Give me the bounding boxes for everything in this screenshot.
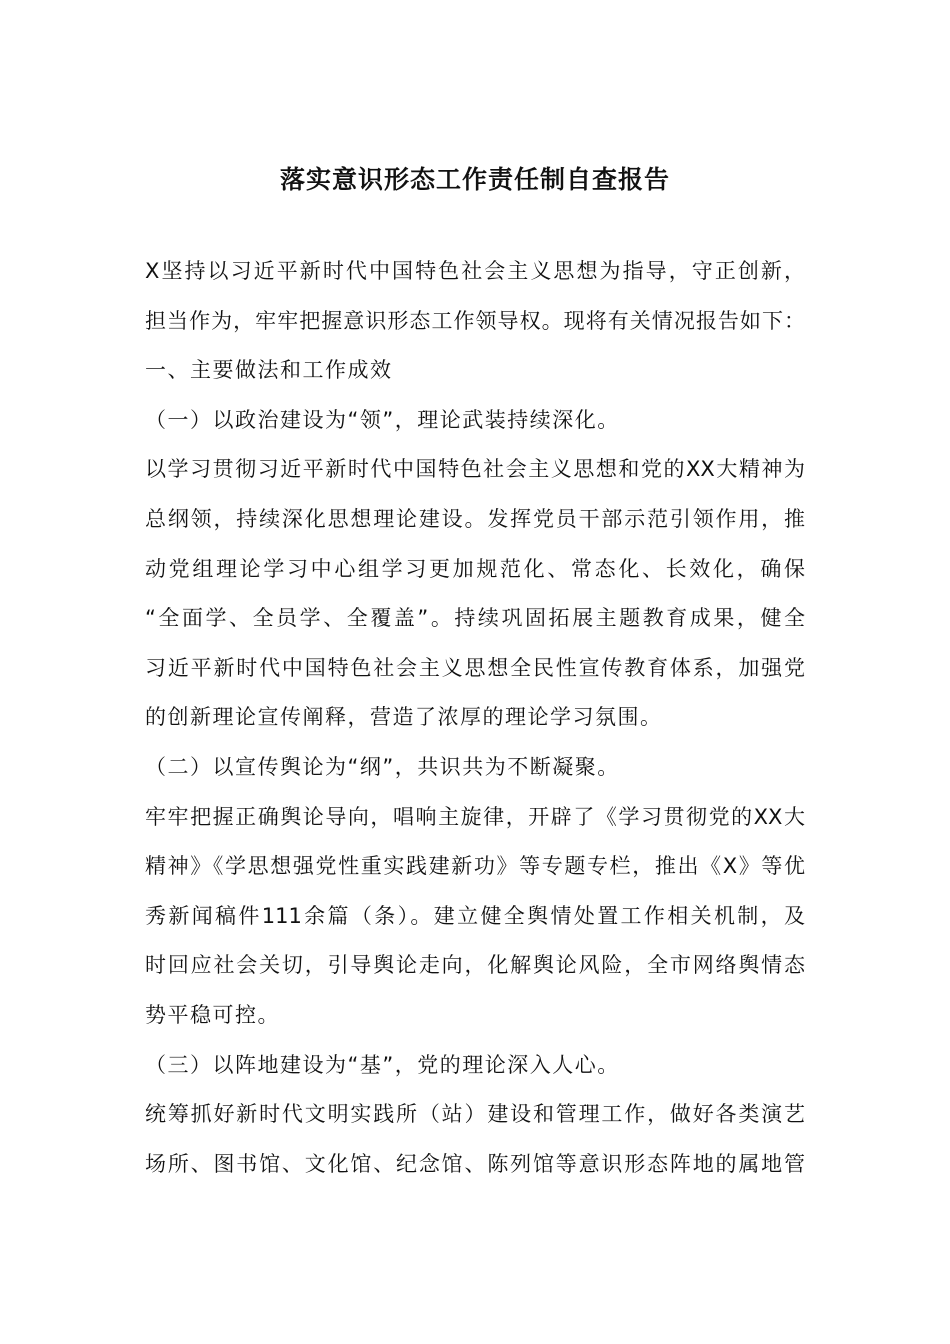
subsection-heading: （一）以政治建设为“领”，理论武装持续深化。 (145, 407, 620, 432)
paragraph-line: 统筹抓好新时代文明实践所（站）建设和管理工作，做好各类演艺 (145, 1102, 805, 1127)
paragraph-line: 习近平新时代中国特色社会主义思想全民性宣传教育体系，加强党 (145, 655, 805, 680)
subsection-heading: （三）以阵地建设为“基”，党的理论深入人心。 (145, 1052, 620, 1077)
paragraph-line: 时回应社会关切，引导舆论走向，化解舆论风险，全市网络舆情态 (145, 953, 805, 978)
paragraph-line: 担当作为，牢牢把握意识形态工作领导权。现将有关情况报告如下： (145, 308, 805, 333)
section-heading: 一、主要做法和工作成效 (145, 358, 393, 383)
paragraph-line: X坚持以习近平新时代中国特色社会主义思想为指导，守正创新， (145, 259, 805, 283)
paragraph-line: 以学习贯彻习近平新时代中国特色社会主义思想和党的XX大精神为 (145, 457, 805, 482)
document-body (145, 247, 805, 1189)
paragraph-line: 精神》《学思想强党性重实践建新功》等专题专栏，推出《X》等优 (145, 854, 805, 879)
subsection-heading: （二）以宣传舆论为“纲”，共识共为不断凝聚。 (145, 754, 620, 779)
document-title: 落实意识形态工作责任制自查报告 (279, 165, 670, 194)
paragraph-line: 牢牢把握正确舆论导向，唱响主旋律，开辟了《学习贯彻党的XX大 (145, 804, 805, 829)
paragraph-line: 势平稳可控。 (145, 1002, 280, 1027)
paragraph-line: 总纲领，持续深化思想理论建设。发挥党员干部示范引领作用，推 (145, 506, 805, 531)
paragraph-line: “全面学、全员学、全覆盖”。持续巩固拓展主题教育成果，健全 (145, 606, 805, 631)
paragraph-line: 场所、图书馆、文化馆、纪念馆、陈列馆等意识形态阵地的属地管 (145, 1151, 805, 1176)
paragraph-line: 的创新理论宣传阐释，营造了浓厚的理论学习氛围。 (145, 705, 663, 730)
paragraph-line: 动党组理论学习中心组学习更加规范化、常态化、长效化，确保 (145, 556, 805, 581)
paragraph-line: 秀新闻稿件111余篇（条）。建立健全舆情处置工作相关机制，及 (145, 903, 805, 928)
